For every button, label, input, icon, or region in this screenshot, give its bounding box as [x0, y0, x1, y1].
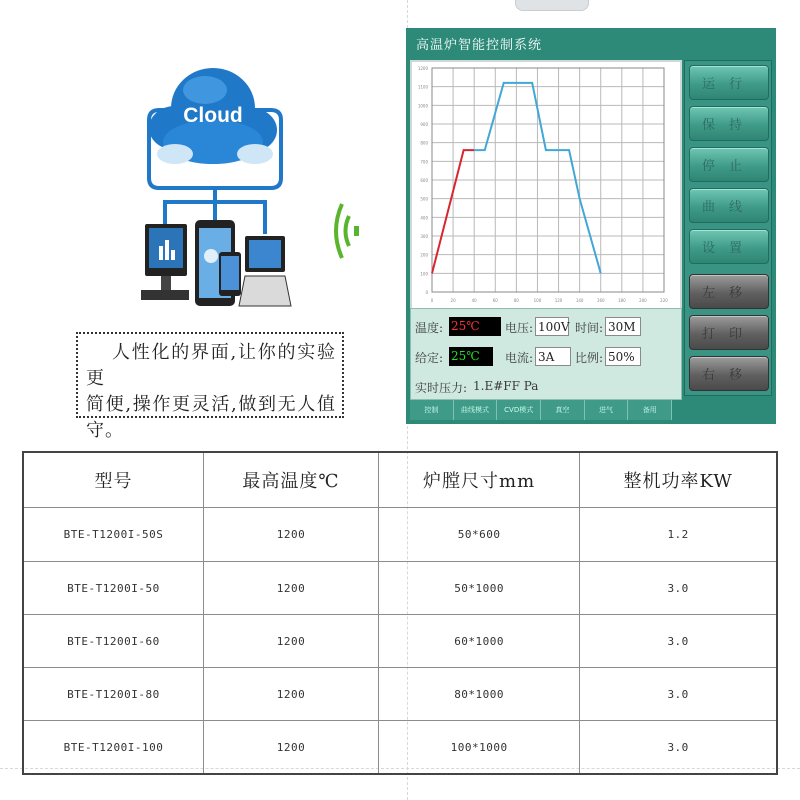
- x-tick-label: 0: [430, 298, 434, 303]
- setpoint-value: 25℃: [449, 347, 493, 366]
- curve-button[interactable]: 曲线: [689, 188, 769, 223]
- y-tick-label: 300: [420, 234, 428, 239]
- temperature-curve-chart: [410, 60, 682, 324]
- tab-gas-inlet[interactable]: 进气: [585, 400, 629, 420]
- x-tick-label: 100: [533, 298, 542, 303]
- cell-max-temp: 1200: [203, 562, 378, 615]
- tab-cvd-mode[interactable]: CVD模式: [497, 400, 541, 420]
- cell-model: BTE-T1200I-100: [23, 721, 203, 775]
- pressure-value: 1.E#FF Pa: [473, 379, 539, 393]
- hold-button[interactable]: 保持: [689, 106, 769, 141]
- cell-chamber-size: 80*1000: [378, 668, 579, 721]
- readout-panel: [410, 308, 682, 400]
- y-tick-label: 1200: [417, 66, 428, 71]
- cell-max-temp: 1200: [203, 615, 378, 668]
- header-chamber-size: 炉膛尺寸mm: [378, 452, 579, 508]
- x-tick-label: 40: [471, 298, 477, 303]
- header-power: 整机功率KW: [580, 452, 777, 508]
- time-value: 30M: [605, 317, 641, 336]
- cell-power: 3.0: [580, 562, 777, 615]
- y-tick-label: 1100: [417, 84, 428, 90]
- table-row: [23, 508, 777, 562]
- cell-chamber-size: 100*1000: [378, 721, 579, 775]
- table-row: [23, 721, 777, 775]
- x-tick-label: 120: [554, 298, 563, 303]
- cell-max-temp: 1200: [203, 668, 378, 721]
- cloud-devices-illustration: [135, 50, 295, 312]
- pressure-label: 实时压力:: [415, 381, 468, 395]
- cell-chamber-size: 50*600: [378, 508, 579, 562]
- setpoint-label: 给定:: [415, 351, 444, 365]
- y-tick-label: 100: [420, 271, 428, 277]
- cell-chamber-size: 60*1000: [378, 615, 579, 668]
- table-row: [23, 615, 777, 668]
- header-model: 型号: [23, 452, 203, 508]
- y-tick-label: 0: [425, 290, 428, 295]
- x-tick-label: 160: [596, 298, 605, 303]
- y-tick-label: 600: [420, 178, 428, 183]
- button-column: [684, 60, 772, 396]
- device-image-top: [515, 0, 589, 11]
- settings-button[interactable]: 设置: [689, 229, 769, 264]
- y-tick-label: 800: [420, 140, 428, 146]
- voltage-value: 100V: [535, 317, 569, 336]
- cell-max-temp: 1200: [203, 508, 378, 562]
- y-tick-label: 500: [420, 196, 428, 202]
- cell-model: BTE-T1200I-50: [23, 562, 203, 615]
- ratio-label: 比例:: [575, 351, 604, 365]
- cell-model: BTE-T1200I-80: [23, 668, 203, 721]
- x-tick-label: 140: [575, 298, 584, 303]
- x-tick-label: 220: [660, 298, 668, 303]
- cell-model: BTE-T1200I-60: [23, 615, 203, 668]
- mode-tab-bar: [410, 400, 672, 420]
- x-tick-label: 20: [450, 298, 456, 303]
- cell-power: 3.0: [580, 721, 777, 775]
- current-value: 3A: [535, 347, 571, 366]
- cell-power: 1.2: [580, 508, 777, 562]
- table-row: [23, 562, 777, 615]
- voltage-label: 电压:: [505, 321, 534, 335]
- caption-line-2: 简便,操作更灵活,做到无人值守。: [86, 394, 336, 441]
- x-tick-label: 60: [492, 298, 498, 303]
- header-max-temp: 最高温度℃: [203, 452, 378, 508]
- current-label: 电流:: [505, 351, 534, 365]
- run-button[interactable]: 运行: [689, 65, 769, 100]
- tab-control[interactable]: 控制: [410, 400, 454, 420]
- cell-model: BTE-T1200I-50S: [23, 508, 203, 562]
- phone-icon: [219, 252, 241, 296]
- move-left-button[interactable]: 左移: [689, 274, 769, 309]
- x-tick-label: 180: [617, 298, 626, 303]
- y-tick-label: 400: [420, 215, 428, 221]
- y-tick-label: 1000: [417, 103, 428, 109]
- wifi-signal-icon: [332, 196, 362, 266]
- desktop-icon: [141, 224, 189, 300]
- ratio-value: 50%: [605, 347, 641, 366]
- spec-table: [22, 451, 778, 775]
- cell-max-temp: 1200: [203, 721, 378, 775]
- print-button[interactable]: 打印: [689, 315, 769, 350]
- chart-svg: [412, 62, 680, 322]
- stop-button[interactable]: 停止: [689, 147, 769, 182]
- y-tick-label: 200: [420, 252, 428, 258]
- x-tick-label: 200: [639, 298, 647, 303]
- caption-box: [76, 332, 344, 441]
- cell-power: 3.0: [580, 668, 777, 721]
- x-tick-label: 80: [513, 298, 519, 303]
- cloud-label: Cloud: [183, 104, 243, 127]
- time-label: 时间:: [575, 321, 604, 335]
- cell-power: 3.0: [580, 615, 777, 668]
- temp-value: 25℃: [449, 317, 501, 336]
- tab-vacuum[interactable]: 真空: [541, 400, 585, 420]
- y-tick-label: 700: [420, 159, 428, 165]
- tab-curve-mode[interactable]: 曲线模式: [454, 400, 498, 420]
- panel-title: 高温炉智能控制系统: [416, 38, 543, 53]
- move-right-button[interactable]: 右移: [689, 356, 769, 391]
- temp-label: 温度:: [415, 321, 444, 335]
- cell-chamber-size: 50*1000: [378, 562, 579, 615]
- table-row: [23, 668, 777, 721]
- y-tick-label: 900: [420, 122, 428, 127]
- control-panel: [406, 28, 776, 424]
- laptop-icon: [239, 236, 291, 306]
- caption-line-1: 人性化的界面,让你的实验更: [86, 342, 336, 389]
- tab-spare[interactable]: 备用: [628, 400, 672, 420]
- table-header-row: [23, 452, 777, 508]
